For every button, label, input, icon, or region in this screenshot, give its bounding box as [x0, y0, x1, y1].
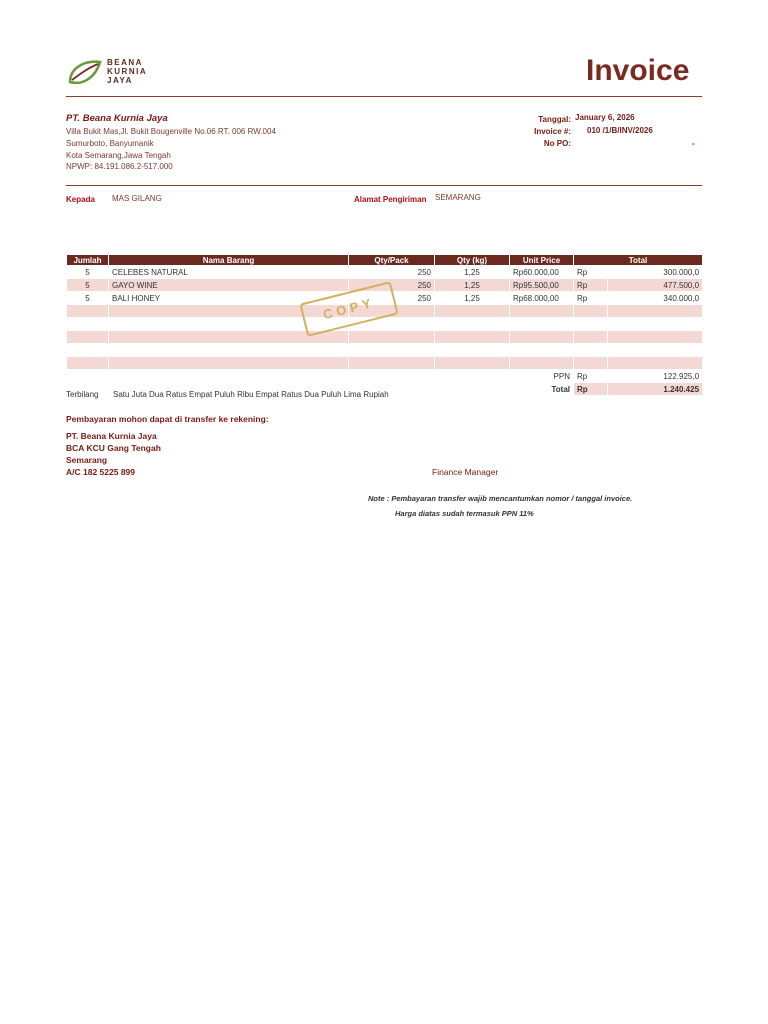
- cell-price: Rp95.500,00: [510, 279, 574, 292]
- note-line-2: Harga diatas sudah termasuk PPN 11%: [395, 509, 534, 518]
- cell-qty: 5: [67, 292, 109, 305]
- header-divider: [66, 96, 702, 97]
- logo-line-2: KURNIA: [107, 67, 148, 76]
- company-logo-leaf-icon: [66, 58, 102, 88]
- col-header-qty: Jumlah: [67, 255, 109, 266]
- terbilang-value: Satu Juta Dua Ratus Empat Puluh Ribu Empat Ratus Dua Puluh Lima Rupiah: [113, 390, 389, 399]
- seller-address-3: Kota Semarang,Jawa Tengah: [66, 151, 171, 160]
- cell-total: 300.000,0: [608, 266, 703, 279]
- payment-bank: BCA KCU Gang Tengah: [66, 443, 161, 453]
- cell-total: 340.000,0: [608, 292, 703, 305]
- total-currency: Rp: [574, 383, 608, 396]
- total-value: 1.240.425: [608, 383, 703, 396]
- ship-value: SEMARANG: [435, 193, 481, 202]
- to-label: Kepada: [66, 195, 95, 204]
- cell-price: Rp60.000,00: [510, 266, 574, 279]
- col-header-name: Nama Barang: [109, 255, 349, 266]
- cell-total: 477.500,0: [608, 279, 703, 292]
- company-logo-text: [107, 58, 147, 85]
- ppn-value: 122.925,0: [608, 370, 703, 383]
- terbilang-label: Terbilang: [66, 390, 99, 399]
- payment-heading: Pembayaran mohon dapat di transfer ke rekening:: [66, 414, 269, 424]
- invoice-number-label: Invoice #:: [534, 127, 571, 136]
- ppn-row: [67, 370, 703, 383]
- seller-npwp: NPWP: 84.191.086.2-517.000: [66, 162, 173, 171]
- col-header-total: Total: [574, 255, 703, 266]
- payment-company: PT. Beana Kurnia Jaya: [66, 431, 157, 441]
- po-label: No PO:: [543, 139, 571, 148]
- cell-pack: 250: [349, 292, 435, 305]
- empty-row: [67, 344, 703, 357]
- to-value: MAS GILANG: [112, 194, 162, 203]
- col-header-pack: Qty/Pack: [349, 255, 435, 266]
- total-label: Total: [67, 383, 574, 396]
- seller-address-2: Sumurboto, Banyumanik: [66, 139, 154, 148]
- empty-row: [67, 318, 703, 331]
- cell-kg: 1,25: [435, 279, 510, 292]
- payment-account: A/C 182 5225 899: [66, 467, 135, 477]
- table-header-row: [67, 255, 703, 266]
- empty-row: [67, 331, 703, 344]
- table-row: [67, 266, 703, 279]
- cell-name: CELEBES NATURAL: [109, 266, 349, 279]
- cell-pack: 250: [349, 279, 435, 292]
- ship-label: Alamat Pengiriman: [354, 195, 427, 204]
- ppn-currency: Rp: [574, 370, 608, 383]
- cell-pack: 250: [349, 266, 435, 279]
- ppn-label: PPN: [67, 370, 574, 383]
- cell-kg: 1,25: [435, 266, 510, 279]
- cell-name: BALI HONEY: [109, 292, 349, 305]
- cell-price: Rp68.000,00: [510, 292, 574, 305]
- cell-currency: Rp: [574, 292, 608, 305]
- empty-row: [67, 357, 703, 370]
- payment-city: Semarang: [66, 455, 108, 465]
- seller-name: PT. Beana Kurnia Jaya: [66, 113, 168, 124]
- items-table: [66, 254, 703, 396]
- cell-name: GAYO WINE: [109, 279, 349, 292]
- date-label: Tanggal:: [538, 115, 571, 124]
- invoice-title: Invoice: [586, 54, 690, 87]
- logo-line-3: JAYA: [107, 76, 133, 85]
- cell-kg: 1,25: [435, 292, 510, 305]
- copy-stamp: COPY: [299, 281, 398, 337]
- invoice-number-value: 010 /1/B/INV/2026: [587, 126, 653, 135]
- seller-address-1: Villa Bukit Mas,Jl. Bukit Bougenville No.06 RT. 006 RW.004: [66, 127, 276, 136]
- col-header-price: Unit Price: [510, 255, 574, 266]
- date-value: January 6, 2026: [575, 113, 635, 122]
- signature-title: Finance Manager: [432, 467, 499, 477]
- section-divider: [66, 185, 702, 186]
- cell-qty: 5: [67, 279, 109, 292]
- col-header-kg: Qty (kg): [435, 255, 510, 266]
- cell-currency: Rp: [574, 266, 608, 279]
- po-value: -: [692, 139, 695, 148]
- note-line-1: Note : Pembayaran transfer wajib mencantumkan nomor / tanggal invoice.: [368, 494, 633, 503]
- cell-currency: Rp: [574, 279, 608, 292]
- cell-qty: 5: [67, 266, 109, 279]
- logo-line-1: BEANA: [107, 58, 143, 67]
